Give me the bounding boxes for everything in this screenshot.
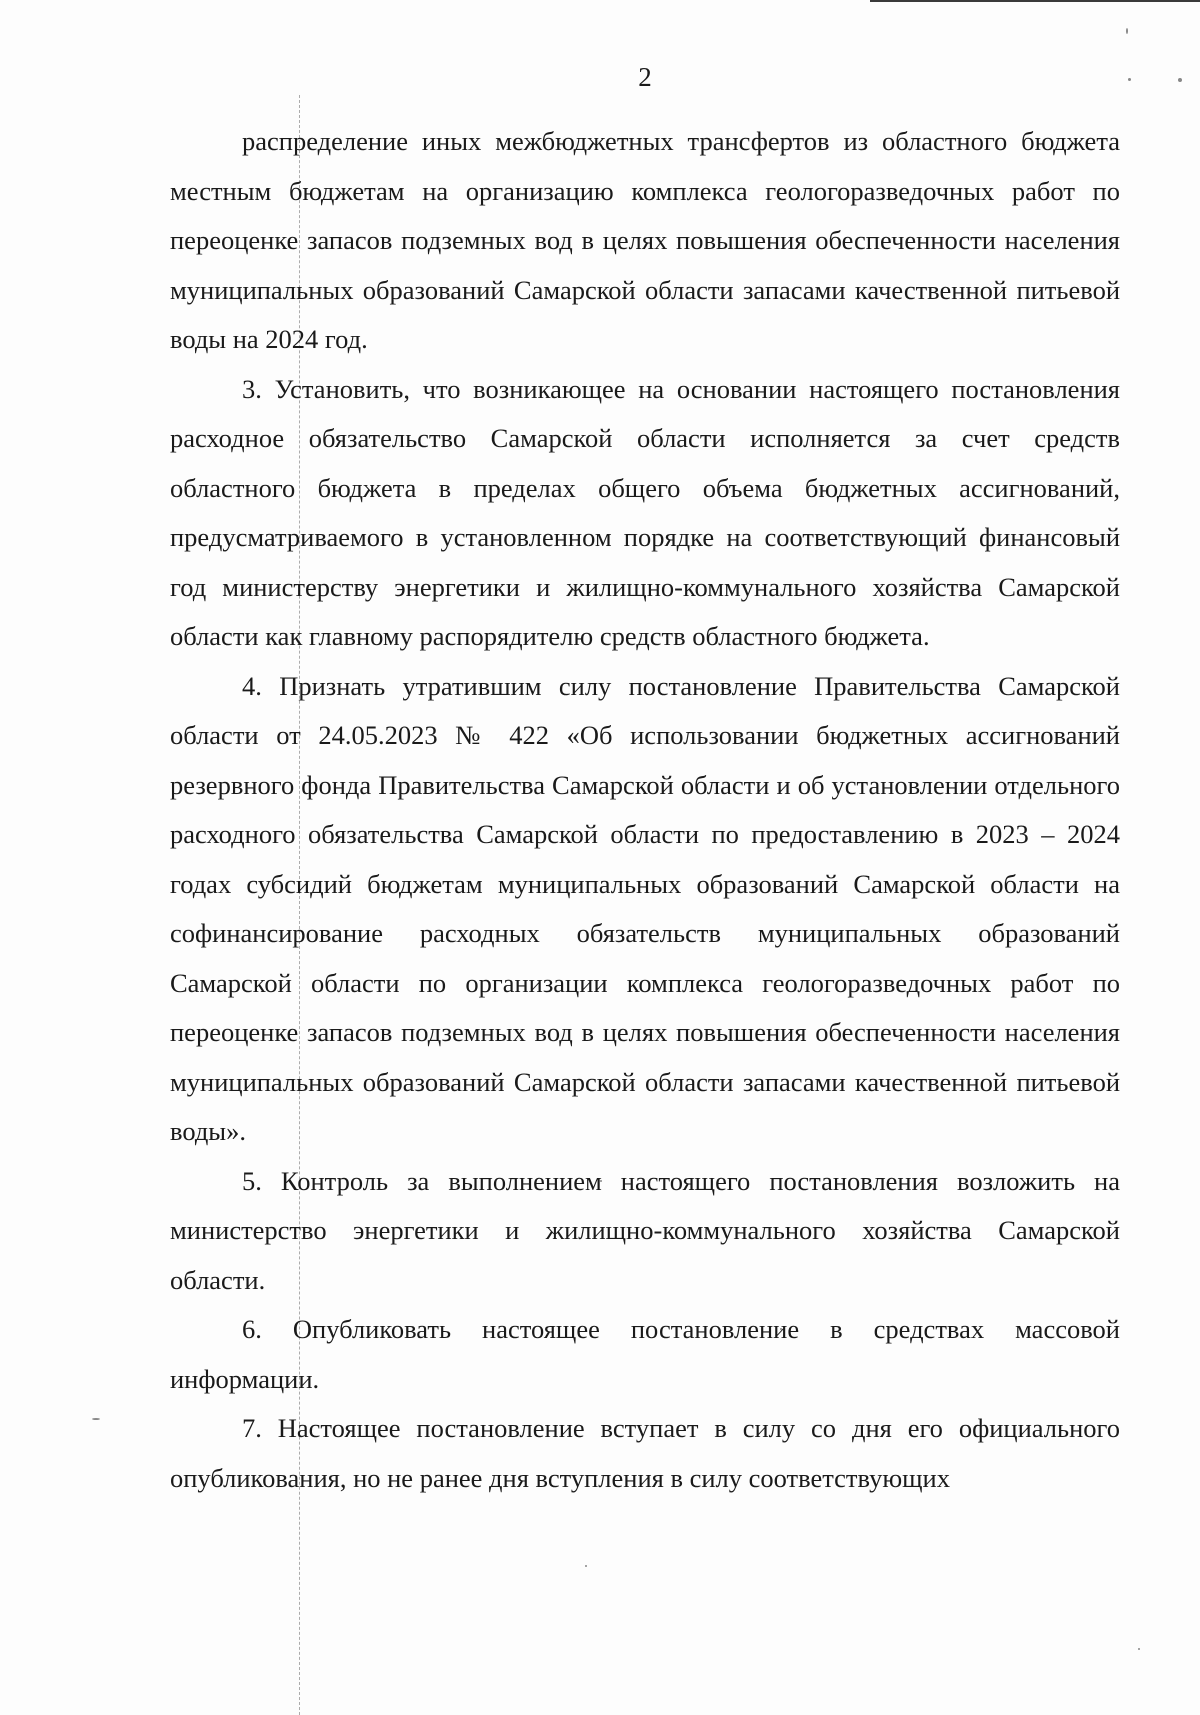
paragraph-5: 5. Контроль за выполнением настоящего постановления возложить на министерство энергетики и жилищно-коммунального хозяйства Самарской области.: [170, 1165, 1120, 1295]
paragraph-4: 4. Признать утратившим силу постановление Правительства Самарской области от 24.05.2023 № 422 «Об использовании бюджетных ассигнований резервного фонда Правительства Самарской области и об установлении отдельного расходного обязательства Самарской области по предоставлению в 2023 – 2024 годах субсидий бюджетам муниципальных образований Самарской области на софинансирование расходных обязательств муниципальных образований Самарской области по организации комплекса геологоразведочных работ по переоценке запасов подземных вод в целях повышения обеспеченности населения муниципальных образований Самарской области запасами качественной питьевой воды».: [170, 670, 1120, 1146]
page-number: 2: [638, 62, 652, 92]
paragraph-7: 7. Настоящее постановление вступает в силу со дня его официального опубликования, но не ранее дня вступления в силу соответствующих: [170, 1413, 1120, 1493]
scan-speck: [1126, 28, 1128, 34]
paragraph-3: 3. Установить, что возникающее на основании настоящего постановления расходное обязательство Самарской области исполняется за счет средств областного бюджета в пределах общего объема бюджетных ассигнований, предусматриваемого в установленном порядке на соответствующий финансовый год министерству энергетики и жилищно-коммунального хозяйства Самарской области как главному распорядителю средств областного бюджета.: [170, 373, 1120, 651]
scan-speck: [92, 1418, 100, 1420]
paragraph-continuation: распределение иных межбюджетных трансфертов из областного бюджета местным бюджетам на организацию комплекса геологоразведочных работ по переоценке запасов подземных вод в целях повышения обеспеченности населения муниципальных образований Самарской области запасами качественной питьевой воды на 2024 год.: [170, 126, 1120, 354]
document-body: [170, 117, 1120, 1503]
scan-edge-mark: [870, 0, 1200, 2]
scan-speck: [585, 1565, 587, 1567]
paragraph-6: 6. Опубликовать настоящее постановление в средствах массовой информации.: [170, 1314, 1120, 1394]
scan-speck: [1138, 1648, 1140, 1650]
